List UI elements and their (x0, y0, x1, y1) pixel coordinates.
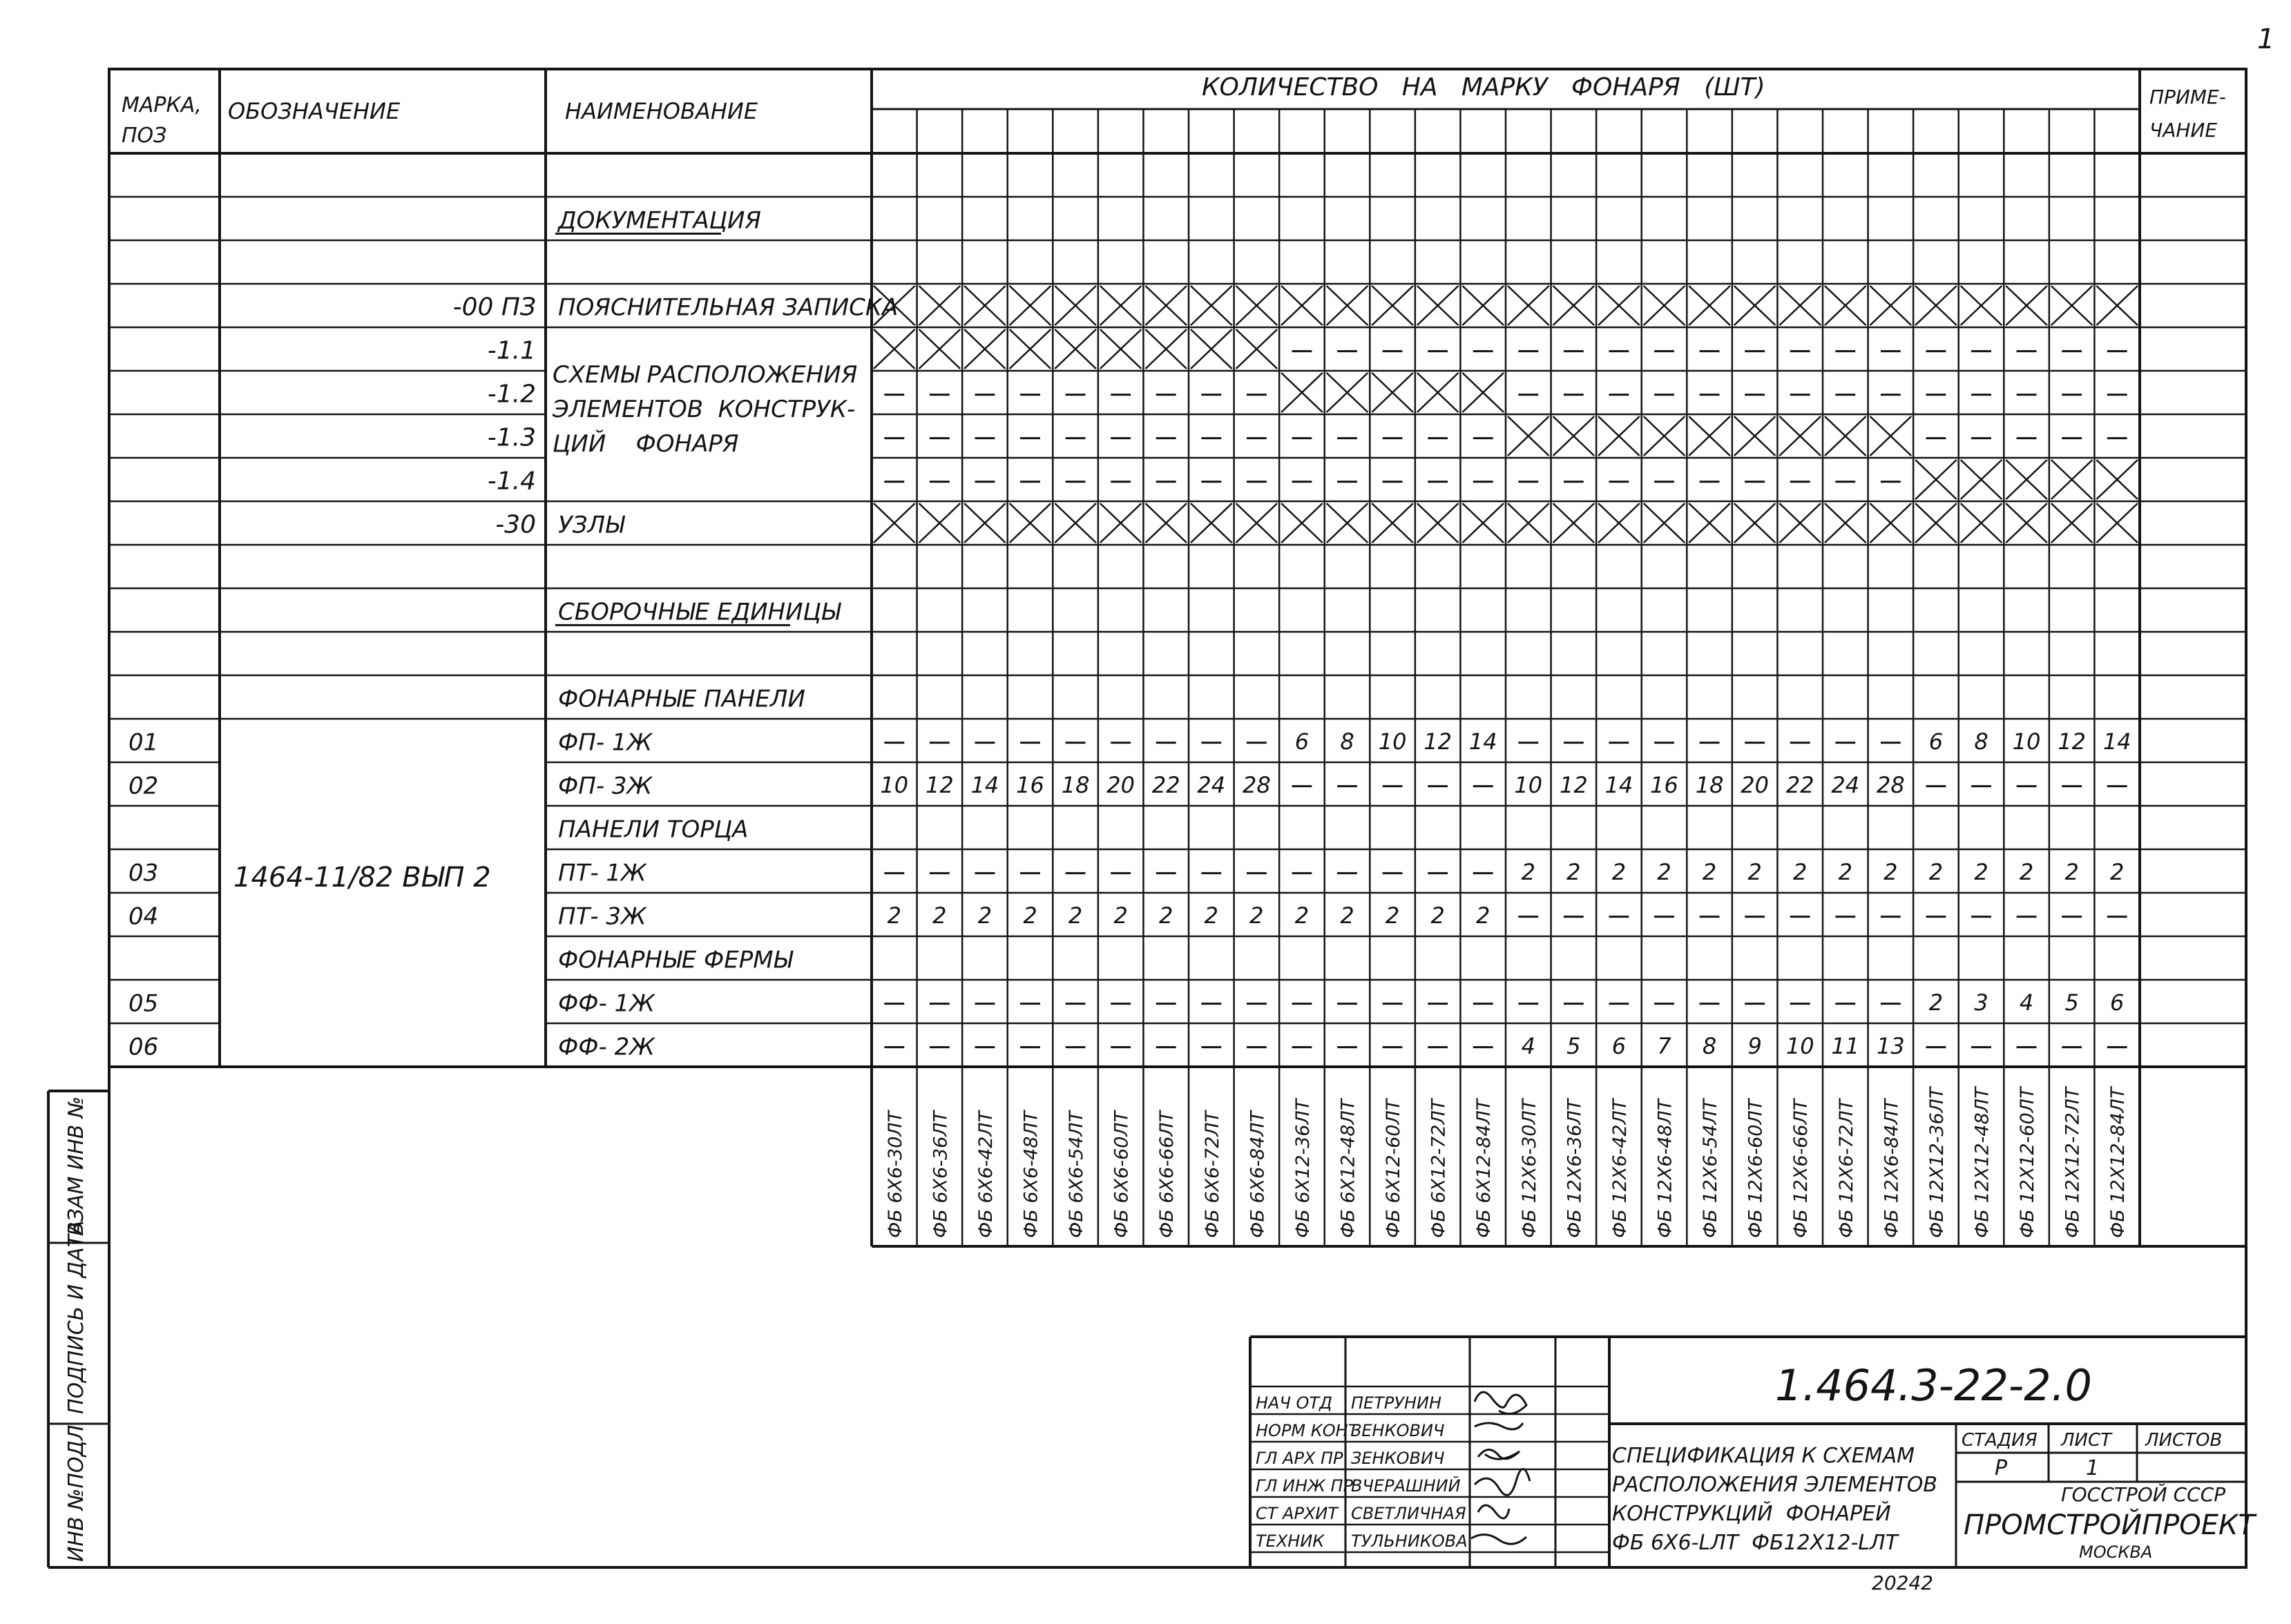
cross-mark (1417, 373, 1459, 412)
cross-mark (964, 329, 1006, 369)
column-label: ФБ 12Х6-54ЛТ (1700, 1099, 1722, 1238)
qty-value: 2 (1521, 859, 1535, 886)
qty-value: 2 (1793, 859, 1808, 886)
qty-value: 28 (1876, 772, 1905, 799)
qty-value: 14 (1468, 728, 1497, 755)
title-block (1256, 1360, 2257, 1594)
row-oboznachenie: -30 (495, 510, 536, 539)
cross-mark (1462, 503, 1504, 543)
cross-mark (1553, 286, 1595, 325)
cross-mark (2096, 503, 2138, 543)
row-oboznachenie: -1.1 (487, 336, 536, 365)
cross-mark (1598, 503, 1640, 543)
column-label: ФБ 6Х12-84ЛТ (1473, 1099, 1495, 1238)
cross-mark (1236, 329, 1278, 369)
cross-mark (1281, 286, 1323, 325)
cross-mark (1825, 503, 1866, 543)
qty-value: 6 (1611, 1033, 1627, 1060)
cross-mark (1734, 286, 1776, 325)
qty-value: 8 (1702, 1033, 1717, 1060)
merged-name-line-2: ЭЛЕМЕНТОВ КОНСТРУК- (553, 396, 856, 423)
cross-mark (1689, 503, 1730, 543)
cross-mark (1055, 503, 1096, 543)
cross-mark (2051, 460, 2093, 499)
qty-value: 22 (1785, 772, 1814, 799)
column-label: ФБ 6Х6-48ЛТ (1020, 1110, 1042, 1238)
cross-mark (1281, 373, 1323, 412)
cross-mark (2096, 460, 2138, 499)
column-label: ФБ 12Х6-30ЛТ (1518, 1099, 1540, 1238)
column-label: ФБ 12Х12-48ЛТ (1971, 1087, 1993, 1238)
cross-mark (1236, 503, 1278, 543)
row-name: ФФ- 1Ж (558, 989, 655, 1018)
column-label: ФБ 12Х6-66ЛТ (1790, 1099, 1812, 1238)
row-name: ФОНАРНЫЕ ФЕРМЫ (558, 946, 793, 974)
cross-mark (1508, 286, 1549, 325)
cross-mark (1508, 416, 1549, 456)
cross-mark (1598, 416, 1640, 456)
cross-mark (1010, 503, 1051, 543)
cross-mark (1100, 503, 1142, 543)
staff-role: ТЕХНИК (1256, 1531, 1325, 1551)
org-line-1: ГОССТРОЙ СССР (2061, 1483, 2226, 1506)
qty-value: 2 (1204, 902, 1218, 929)
qty-value: 4 (2019, 989, 2034, 1016)
cross-mark (1825, 286, 1866, 325)
qty-value: 16 (1016, 772, 1044, 799)
qty-value: 4 (1521, 1033, 1535, 1060)
sheet-label: ЛИСТ (2061, 1430, 2112, 1451)
cross-mark (1055, 329, 1096, 369)
qty-value: 14 (2102, 728, 2131, 755)
qty-value: 10 (2012, 728, 2041, 755)
qty-value: 16 (1650, 772, 1678, 799)
row-name: ПТ- 1Ж (558, 859, 646, 887)
cross-mark (1145, 329, 1187, 369)
row-oboznachenie: -1.3 (487, 423, 536, 452)
cross-mark (874, 329, 915, 369)
qty-value: 6 (1928, 728, 1944, 755)
qty-value: 24 (1831, 772, 1860, 799)
column-label: ФБ 6Х6-42ЛТ (975, 1110, 997, 1238)
cross-mark (1734, 416, 1776, 456)
qty-value: 8 (1340, 728, 1354, 755)
table-grid (48, 69, 2246, 1567)
cross-mark (1779, 416, 1821, 456)
column-label: ФБ 12Х6-60ЛТ (1745, 1099, 1767, 1238)
staff-role: НАЧ ОТД (1256, 1393, 1332, 1413)
header-poz: ПОЗ (122, 124, 167, 148)
staff-role: ГЛ ИНЖ ПР (1256, 1476, 1354, 1496)
row-oboznachenie: -00 ПЗ (452, 293, 536, 322)
column-label: ФБ 12Х6-42ЛТ (1609, 1099, 1631, 1238)
header-naimenovanie: НАИМЕНОВАНИЕ (565, 98, 758, 124)
cross-mark (1915, 286, 1957, 325)
qty-value: 2 (1340, 902, 1354, 929)
column-label: ФБ 12Х6-48ЛТ (1654, 1099, 1676, 1238)
qty-value: 2 (1068, 902, 1083, 929)
row-poz: 06 (128, 1033, 159, 1061)
doc-number: 1.464.3-22-2.0 (1775, 1360, 2092, 1411)
cross-mark (1100, 286, 1142, 325)
side-stamp-sign: ПОДПИСЬ И ДАТА (64, 1220, 88, 1414)
row-name: ФФ- 2Ж (558, 1033, 655, 1061)
qty-value: 3 (1974, 989, 1988, 1016)
qty-value: 2 (932, 902, 947, 929)
row-name: ПОЯСНИТЕЛЬНАЯ ЗАПИСКА (558, 293, 899, 322)
cross-mark (1281, 503, 1323, 543)
merged-name-line-3: ЦИЙ ФОНАРЯ (553, 430, 739, 458)
qty-value: 7 (1657, 1033, 1671, 1060)
staff-name: ЗЕНКОВИЧ (1351, 1421, 1445, 1440)
side-stamp-inv: ИНВ №ПОДЛ (64, 1424, 88, 1562)
title-line-3: КОНСТРУКЦИЙ ФОНАРЕЙ (1612, 1502, 1891, 1526)
cross-mark (1915, 460, 1957, 499)
qty-value: 2 (1023, 902, 1037, 929)
row-name: ФП- 1Ж (558, 728, 653, 757)
header-prime-1: ПРИМЕ- (2149, 86, 2226, 108)
row-texts (128, 206, 2131, 1061)
row-poz: 05 (128, 989, 159, 1018)
column-label: ФБ 6Х6-84ЛТ (1247, 1110, 1269, 1238)
org-line-3: МОСКВА (2079, 1543, 2153, 1562)
cross-mark (1191, 329, 1232, 369)
cross-mark (2096, 286, 2138, 325)
cross-mark (964, 503, 1006, 543)
column-label: ФБ 6Х6-36ЛТ (930, 1110, 952, 1238)
column-label: ФБ 12Х12-36ЛТ (1926, 1087, 1948, 1238)
header-kolichestvo: КОЛИЧЕСТВО НА МАРКУ ФОНАРЯ (ШТ) (1202, 73, 1765, 102)
qty-value: 8 (1974, 728, 1988, 755)
signature-1 (1475, 1392, 1526, 1413)
side-stamp (64, 1096, 88, 1562)
cross-mark (1191, 286, 1232, 325)
staff-name: ПЕТРУНИН (1351, 1393, 1442, 1413)
cross-mark (964, 286, 1006, 325)
qty-value: 2 (1476, 902, 1490, 929)
cross-mark (1961, 286, 2002, 325)
qty-value: 2 (1928, 989, 1944, 1016)
row-name: ФОНАРНЫЕ ПАНЕЛИ (558, 685, 805, 713)
qty-value: 2 (1566, 859, 1581, 886)
cross-mark (1462, 373, 1504, 412)
cross-mark (1825, 416, 1866, 456)
qty-value: 2 (2064, 859, 2079, 886)
signature-3 (1478, 1449, 1520, 1459)
cross-mark (1598, 286, 1640, 325)
header-marka: МАРКА, (122, 93, 202, 117)
qty-value: 14 (970, 772, 999, 799)
cross-mark (1145, 503, 1187, 543)
row-poz: 03 (128, 859, 159, 887)
staff-role: НОРМ КОНТ (1256, 1421, 1359, 1440)
qty-value: 20 (1106, 772, 1135, 799)
column-labels (885, 1085, 2129, 1238)
cross-mark (1915, 503, 1957, 543)
column-label: ФБ 6Х6-72ЛТ (1201, 1110, 1223, 1238)
column-label: ФБ 6Х6-66ЛТ (1156, 1110, 1178, 1238)
qty-value: 2 (1838, 859, 1852, 886)
qty-value: 2 (1294, 902, 1310, 929)
staff-name: ТУЛЬНИКОВА (1351, 1531, 1468, 1551)
cross-mark (1372, 373, 1413, 412)
cross-mark (2006, 460, 2047, 499)
qty-value: 2 (2019, 859, 2034, 886)
row-oboznachenie: -1.2 (487, 380, 536, 409)
column-label: ФБ 6Х12-72ЛТ (1428, 1099, 1450, 1238)
sheet-value: 1 (2086, 1456, 2100, 1480)
row-name: ДОКУМЕНТАЦИЯ (558, 206, 762, 235)
qty-value: 2 (1611, 859, 1627, 886)
cross-mark (2051, 286, 2093, 325)
column-label: ФБ 6Х12-60ЛТ (1383, 1099, 1405, 1238)
qty-value: 6 (2110, 989, 2125, 1016)
cross-mark (919, 503, 961, 543)
cross-mark (1100, 329, 1142, 369)
staff-role: СТ АРХИТ (1256, 1504, 1338, 1523)
cross-mark (1417, 503, 1459, 543)
qty-value: 2 (2110, 859, 2125, 886)
cross-mark (1191, 503, 1232, 543)
cross-mark (1779, 503, 1821, 543)
cross-mark (1145, 286, 1187, 325)
title-line-2: РАСПОЛОЖЕНИЯ ЭЛЕМЕНТОВ (1612, 1473, 1937, 1497)
qty-value: 11 (1831, 1033, 1860, 1060)
signature-5 (1478, 1505, 1509, 1518)
header-prime-2: ЧАНИЕ (2149, 119, 2218, 142)
qty-value: 5 (1566, 1033, 1581, 1060)
qty-value: 20 (1741, 772, 1770, 799)
cross-mark (1644, 503, 1685, 543)
cross-mark (1327, 286, 1368, 325)
qty-value: 12 (1559, 772, 1588, 799)
qty-value: 2 (1249, 902, 1264, 929)
column-label: ФБ 6Х6-30ЛТ (884, 1110, 906, 1238)
cross-mark (2051, 503, 2093, 543)
staff-name: СВЕТЛИЧНАЯ (1351, 1504, 1466, 1523)
qty-value: 13 (1876, 1033, 1905, 1060)
cross-mark (1961, 503, 2002, 543)
stage-label: СТАДИЯ (1962, 1430, 2038, 1451)
qty-value: 5 (2064, 989, 2079, 1016)
row-poz: 02 (128, 772, 159, 800)
staff-name: ЗЕНКОВИЧ (1351, 1449, 1445, 1468)
column-label: ФБ 12Х6-72ЛТ (1835, 1099, 1857, 1238)
row-name: СБОРОЧНЫЕ ЕДИНИЦЫ (558, 598, 841, 626)
qty-value: 2 (1430, 902, 1445, 929)
qty-value: 22 (1151, 772, 1180, 799)
row-name: ПТ- 3Ж (558, 902, 646, 931)
staff-list (1256, 1393, 1468, 1551)
cross-mark (1417, 286, 1459, 325)
qty-value: 2 (1974, 859, 1988, 886)
cross-mark (1870, 286, 1912, 325)
cross-mark (1644, 286, 1685, 325)
qty-value: 2 (887, 902, 901, 929)
cross-mark (1553, 503, 1595, 543)
cross-mark (1462, 286, 1504, 325)
qty-value: 18 (1061, 772, 1090, 799)
stage-value: Р (1995, 1456, 2008, 1480)
qty-value: 10 (880, 772, 909, 799)
cross-mark (1327, 373, 1368, 412)
row-oboznachenie: -1.4 (487, 467, 536, 496)
qty-value: 2 (1883, 859, 1898, 886)
qty-value: 2 (1928, 859, 1944, 886)
qty-value: 12 (2058, 728, 2087, 755)
column-label: ФБ 6Х12-36ЛТ (1292, 1099, 1314, 1238)
cross-mark (1327, 503, 1368, 543)
cross-mark (1236, 286, 1278, 325)
qty-value: 12 (925, 772, 954, 799)
qty-value: 10 (1514, 772, 1543, 799)
staff-role: ГЛ АРХ ПР (1256, 1449, 1343, 1468)
row-name: ФП- 3Ж (558, 772, 653, 800)
qty-value: 18 (1695, 772, 1724, 799)
qty-value: 2 (1113, 902, 1128, 929)
qty-value: 9 (1747, 1033, 1762, 1060)
merged-oboznachenie: 1464-11/82 ВЫП 2 (233, 862, 491, 893)
cross-mark (919, 286, 961, 325)
column-label: ФБ 12Х12-60ЛТ (2017, 1087, 2039, 1238)
cross-mark (1689, 416, 1730, 456)
row-name: УЗЛЫ (558, 511, 624, 539)
title-line-4: ФБ 6Х6-LЛТ ФБ12Х12-LЛТ (1612, 1531, 1898, 1555)
cross-mark (2006, 503, 2047, 543)
cross-mark (1010, 329, 1051, 369)
staff-name: ВЧЕРАШНИЙ (1351, 1476, 1461, 1496)
qty-value: 10 (1785, 1033, 1814, 1060)
cross-mark (1055, 286, 1096, 325)
cross-mark (2006, 286, 2047, 325)
cross-mark (1644, 416, 1685, 456)
header-oboznachenie: ОБОЗНАЧЕНИЕ (228, 98, 401, 124)
qty-value: 2 (1657, 859, 1671, 886)
title-line-1: СПЕЦИФИКАЦИЯ К СХЕМАМ (1612, 1444, 1915, 1468)
cross-mark (1870, 503, 1912, 543)
side-stamp-vzam: ВЗАМ ИНВ № (64, 1096, 88, 1236)
qty-value: 10 (1378, 728, 1407, 755)
cross-mark (1508, 503, 1549, 543)
cross-mark (1372, 503, 1413, 543)
qty-value: 2 (1159, 902, 1173, 929)
page-number: 1 (2257, 23, 2275, 55)
column-label: ФБ 6Х6-54ЛТ (1066, 1110, 1088, 1238)
qty-value: 28 (1242, 772, 1271, 799)
column-label: ФБ 12Х12-84ЛТ (2107, 1087, 2129, 1238)
column-label: ФБ 12Х12-72ЛТ (2062, 1087, 2084, 1238)
sheets-label: ЛИСТОВ (2145, 1430, 2223, 1451)
cross-mark (1870, 416, 1912, 456)
column-label: ФБ 6Х6-60ЛТ (1111, 1110, 1133, 1238)
bottom-code: 20242 (1872, 1572, 1934, 1594)
cross-mark (874, 503, 915, 543)
cross-mark (1010, 286, 1051, 325)
signature-2 (1475, 1423, 1523, 1429)
cross-mark (1779, 286, 1821, 325)
cross-mark (1689, 286, 1730, 325)
qty-value: 24 (1197, 772, 1226, 799)
row-name: ПАНЕЛИ ТОРЦА (558, 815, 749, 844)
cross-mark (1961, 460, 2002, 499)
qty-value: 2 (977, 902, 993, 929)
cross-mark (1553, 416, 1595, 456)
signature-6 (1471, 1534, 1526, 1544)
qty-value: 12 (1424, 728, 1453, 755)
column-label: ФБ 12Х6-36ЛТ (1564, 1099, 1586, 1238)
org-line-2: ПРОМСТРОЙПРОЕКТ (1964, 1509, 2255, 1541)
column-label: ФБ 6Х12-48ЛТ (1337, 1099, 1359, 1238)
column-label: ФБ 12Х6-84ЛТ (1881, 1099, 1903, 1238)
signature-4 (1475, 1469, 1530, 1496)
cross-mark (919, 329, 961, 369)
qty-value: 14 (1604, 772, 1633, 799)
qty-value: 2 (1747, 859, 1762, 886)
qty-value: 6 (1294, 728, 1310, 755)
merged-name-line-1: СХЕМЫ РАСПОЛОЖЕНИЯ (553, 361, 858, 389)
row-poz: 01 (128, 728, 159, 757)
row-poz: 04 (128, 902, 159, 931)
cross-mark (1734, 503, 1776, 543)
qty-value: 2 (1702, 859, 1717, 886)
cross-mark (1372, 286, 1413, 325)
qty-value: 2 (1385, 902, 1400, 929)
